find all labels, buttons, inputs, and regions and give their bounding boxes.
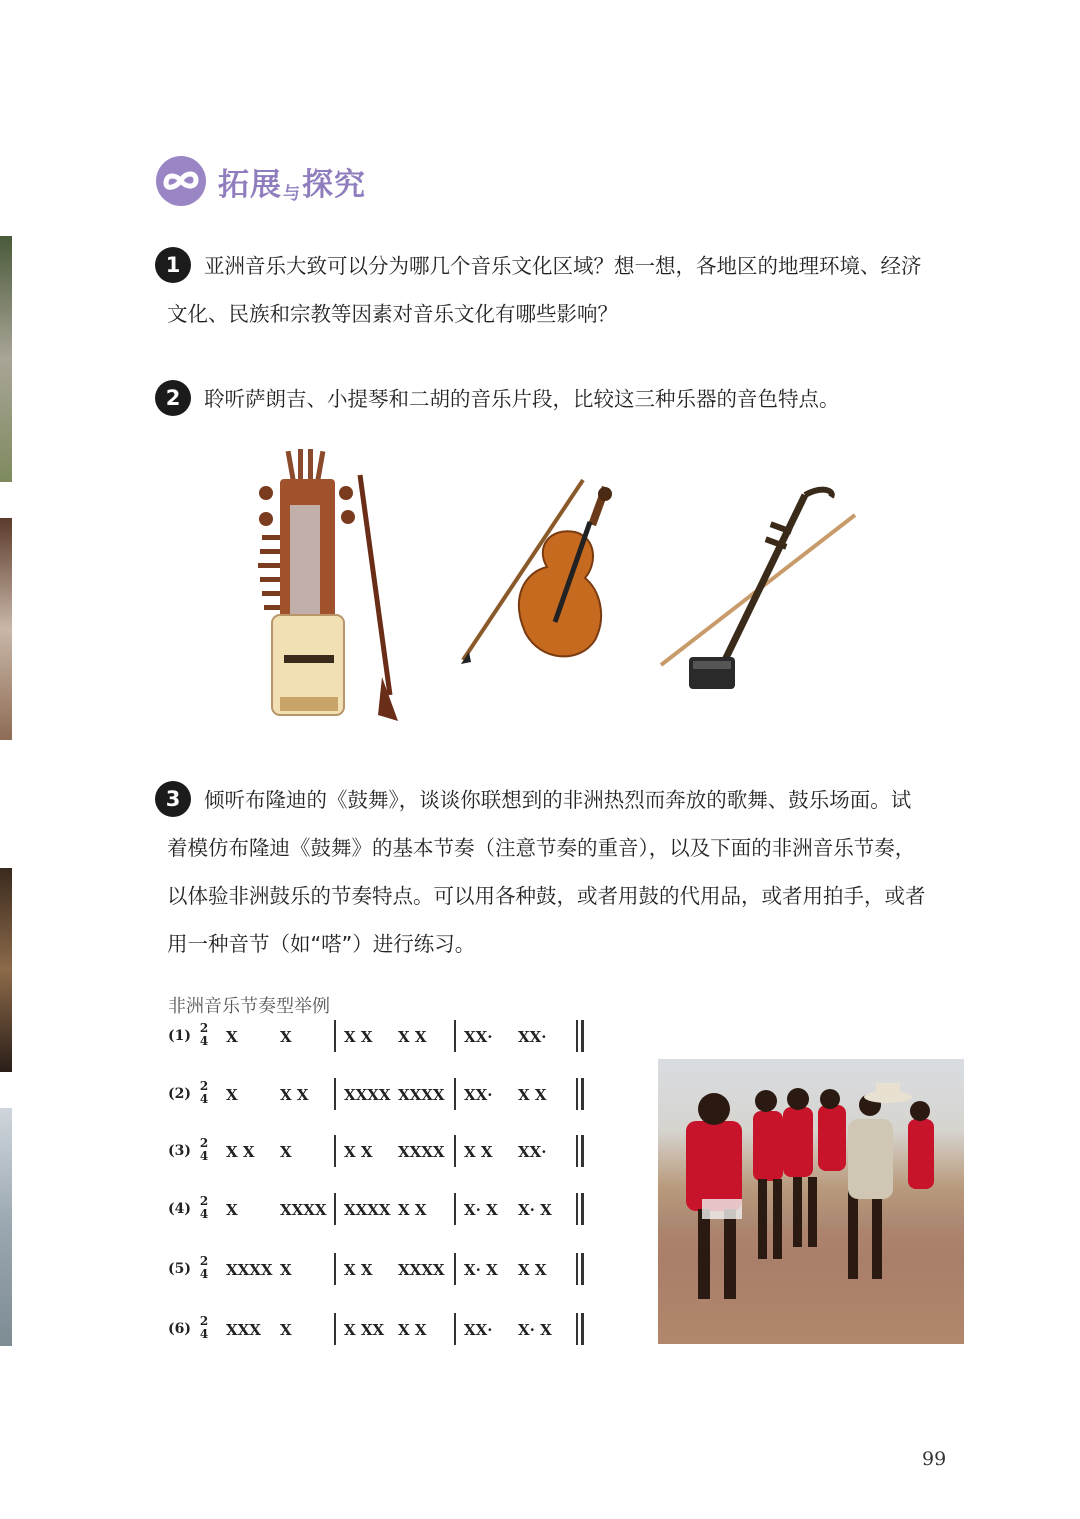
rhythm-beat: X XX xyxy=(344,1321,385,1339)
rhythm-row xyxy=(168,1251,588,1291)
barline xyxy=(454,1078,456,1110)
rhythm-beat: X X xyxy=(518,1261,547,1279)
rhythm-row xyxy=(168,1133,588,1173)
rhythm-beat: X xyxy=(280,1261,292,1279)
rhythm-beat: XXXX xyxy=(344,1201,391,1219)
edge-photo-3 xyxy=(0,868,12,1072)
rhythm-beat: XXXX xyxy=(226,1261,273,1279)
time-signature-bottom: 4 xyxy=(199,1327,209,1341)
time-signature xyxy=(198,1080,210,1106)
time-signature-top: 2 xyxy=(199,1079,209,1093)
rhythm-beat: X· X xyxy=(464,1201,498,1219)
rhythm-row-label: (4) xyxy=(168,1201,191,1217)
barline xyxy=(334,1135,336,1167)
sarangi-image xyxy=(250,445,410,725)
erhu-image xyxy=(655,485,865,695)
time-signature xyxy=(198,1195,210,1221)
barline xyxy=(334,1193,336,1225)
barline xyxy=(334,1313,336,1345)
rhythm-beat: X xyxy=(226,1201,238,1219)
question-3-line-4: 用一种音节（如“嗒”）进行练习。 xyxy=(167,932,476,956)
rhythm-beat: XXXX xyxy=(280,1201,327,1219)
rhythm-row-label: (3) xyxy=(168,1143,191,1159)
rhythm-beat: XXXX xyxy=(344,1086,391,1104)
rhythm-beat: X xyxy=(226,1086,238,1104)
question-1-line-2: 文化、民族和宗教等因素对音乐文化有哪些影响？ xyxy=(167,302,618,326)
time-signature xyxy=(198,1137,210,1163)
rhythm-beat: X X xyxy=(398,1321,427,1339)
time-signature-top: 2 xyxy=(199,1136,209,1150)
final-barline-thin xyxy=(576,1253,578,1285)
rhythm-beat: X· X xyxy=(518,1321,552,1339)
rhythm-beat: XX· xyxy=(464,1321,493,1339)
rhythm-row xyxy=(168,1076,588,1116)
rhythm-beat: X X xyxy=(344,1028,373,1046)
question-3-line-1: 倾听布隆迪的《鼓舞》，谈谈你联想到的非洲热烈而奔放的歌舞、鼓乐场面。试 xyxy=(204,788,912,812)
rhythm-row-label: (2) xyxy=(168,1086,191,1102)
rhythm-beat: XX· xyxy=(464,1086,493,1104)
barline xyxy=(454,1193,456,1225)
time-signature xyxy=(198,1315,210,1341)
final-barline-thin xyxy=(576,1135,578,1167)
barline xyxy=(334,1078,336,1110)
rhythm-beat: X X xyxy=(398,1201,427,1219)
question-number-3: 3 xyxy=(155,781,191,817)
final-barline-thick xyxy=(581,1313,584,1345)
african-dancers-photo xyxy=(658,1059,964,1344)
question-number-1: 1 xyxy=(155,247,191,283)
rhythm-beat: XXXX xyxy=(398,1143,445,1161)
rhythm-beat: X X xyxy=(464,1143,493,1161)
rhythm-beat: XXXX xyxy=(398,1086,445,1104)
rhythm-row xyxy=(168,1191,588,1231)
final-barline-thin xyxy=(576,1313,578,1345)
final-barline-thick xyxy=(581,1135,584,1167)
rhythm-beat: X xyxy=(226,1028,238,1046)
barline xyxy=(454,1313,456,1345)
rhythm-beat: XX· xyxy=(518,1028,547,1046)
final-barline-thin xyxy=(576,1193,578,1225)
rhythm-beat: X· X xyxy=(518,1201,552,1219)
rhythm-beat: X xyxy=(280,1321,292,1339)
rhythm-beat: XXX xyxy=(226,1321,261,1339)
rhythm-row-label: (1) xyxy=(168,1028,191,1044)
time-signature-top: 2 xyxy=(199,1194,209,1208)
question-3-line-3: 以体验非洲鼓乐的节奏特点。可以用各种鼓，或者用鼓的代用品，或者用拍手，或者 xyxy=(167,884,926,908)
rhythm-row xyxy=(168,1311,588,1351)
violin-image xyxy=(455,472,625,672)
question-1-line-1: 亚洲音乐大致可以分为哪几个音乐文化区域？想一想，各地区的地理环境、经济 xyxy=(204,254,922,278)
rhythm-beat: X X xyxy=(344,1261,373,1279)
rhythm-beat: X· X xyxy=(464,1261,498,1279)
time-signature-bottom: 4 xyxy=(199,1267,209,1281)
time-signature xyxy=(198,1255,210,1281)
time-signature-bottom: 4 xyxy=(199,1092,209,1106)
page-number: 99 xyxy=(922,1448,947,1470)
time-signature xyxy=(198,1022,210,1048)
rhythm-beat: XXXX xyxy=(398,1261,445,1279)
time-signature-top: 2 xyxy=(199,1314,209,1328)
barline xyxy=(454,1135,456,1167)
final-barline-thick xyxy=(581,1020,584,1052)
question-2-line-1: 聆听萨朗吉、小提琴和二胡的音乐片段，比较这三种乐器的音色特点。 xyxy=(204,387,840,411)
question-3-line-2: 着模仿布隆迪《鼓舞》的基本节奏（注意节奏的重音），以及下面的非洲音乐节奏， xyxy=(167,836,916,860)
edge-photo-4 xyxy=(0,1108,12,1346)
section-header xyxy=(156,154,366,208)
final-barline-thick xyxy=(581,1193,584,1225)
rhythm-beat: X X xyxy=(226,1143,255,1161)
edge-photo-1 xyxy=(0,236,12,482)
edge-photo-2 xyxy=(0,518,12,740)
rhythm-row-label: (5) xyxy=(168,1261,191,1277)
time-signature-bottom: 4 xyxy=(199,1149,209,1163)
rhythm-beat: X xyxy=(280,1143,292,1161)
time-signature-top: 2 xyxy=(199,1254,209,1268)
time-signature-bottom: 4 xyxy=(199,1034,209,1048)
barline xyxy=(334,1020,336,1052)
barline xyxy=(334,1253,336,1285)
infinity-logo-icon xyxy=(156,156,206,206)
rhythm-beat: X X xyxy=(344,1143,373,1161)
final-barline-thick xyxy=(581,1253,584,1285)
time-signature-bottom: 4 xyxy=(199,1207,209,1221)
final-barline-thin xyxy=(576,1078,578,1110)
barline xyxy=(454,1253,456,1285)
rhythm-beat: X X xyxy=(398,1028,427,1046)
rhythm-beat: X X xyxy=(518,1086,547,1104)
question-number-2: 2 xyxy=(155,380,191,416)
rhythm-beat: X xyxy=(280,1028,292,1046)
section-title: 拓展与探究 xyxy=(218,166,366,204)
rhythm-beat: XX· xyxy=(518,1143,547,1161)
rhythm-row-label: (6) xyxy=(168,1321,191,1337)
rhythm-beat: X X xyxy=(280,1086,309,1104)
final-barline-thin xyxy=(576,1020,578,1052)
rhythm-beat: XX· xyxy=(464,1028,493,1046)
rhythm-row xyxy=(168,1018,588,1058)
final-barline-thick xyxy=(581,1078,584,1110)
time-signature-top: 2 xyxy=(199,1021,209,1035)
rhythm-caption: 非洲音乐节奏型举例 xyxy=(168,996,330,1017)
barline xyxy=(454,1020,456,1052)
